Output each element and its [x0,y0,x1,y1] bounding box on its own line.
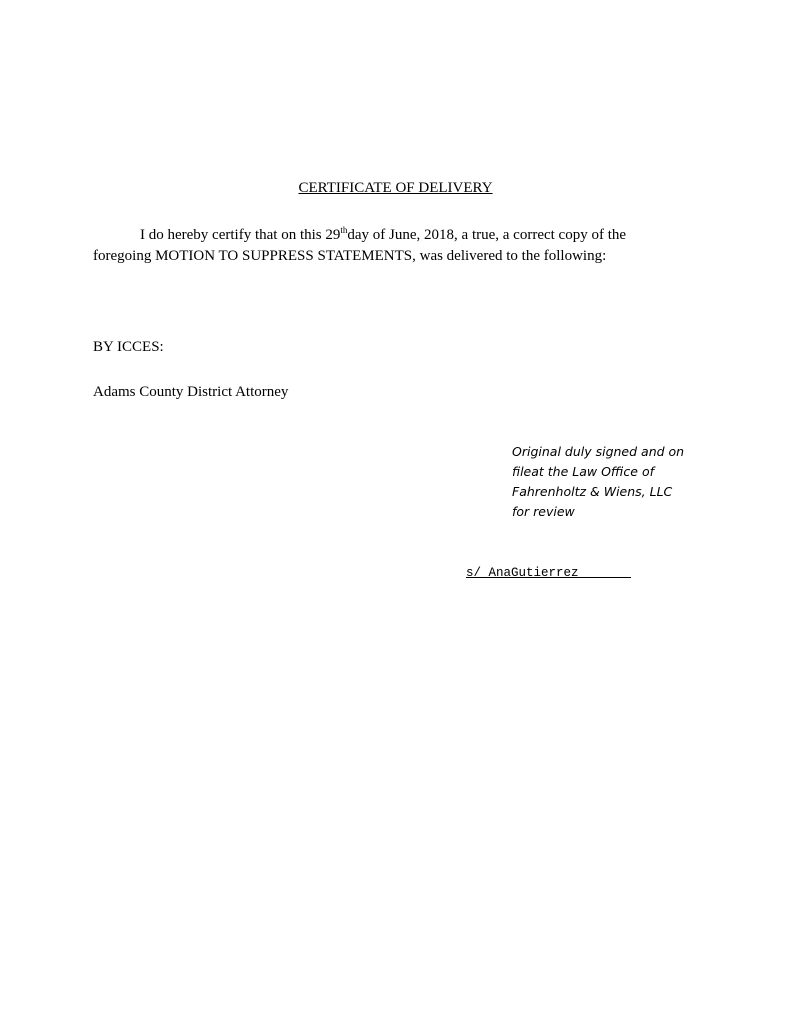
delivery-method: BY ICCES: [93,339,164,355]
signed-original-note: Original duly signed and on fileat the Law Office of Fahrenholtz & Wiens, LLC for review [512,444,685,519]
ordinal-suffix: th [340,225,348,235]
certification-paragraph [93,225,673,267]
certification-date-text: I do hereby certify that on this 29 [140,227,341,243]
certification-date-remainder: day of June, 2018, a true, a correct copy of the [347,227,627,243]
certification-line-1 [93,225,673,246]
recipient-name: Adams County District Attorney [93,384,289,400]
signature-line: s/ AnaGutierrez [466,566,632,580]
certificate-title: CERTIFICATE OF DELIVERY [298,180,493,196]
certification-line-2: foregoing MOTION TO SUPPRESS STATEMENTS, was delivered to the following: [93,248,607,264]
